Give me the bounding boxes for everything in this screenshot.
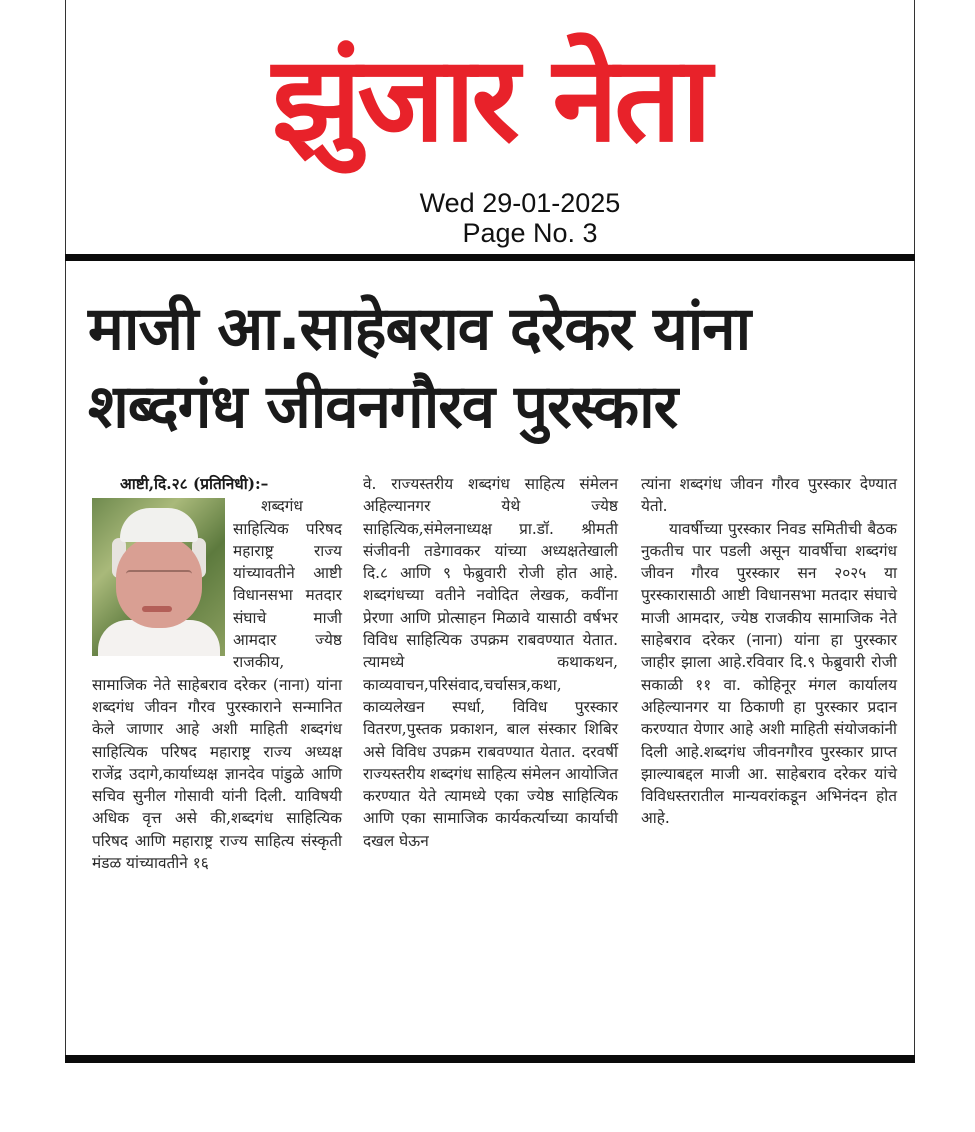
portrait-photo	[92, 498, 225, 656]
issue-date: Wed 29-01-2025	[419, 188, 621, 218]
newspaper-logo: झुंजार नेता	[272, 30, 708, 168]
headline-line-1: माजी आ.साहेबराव दरेकर यांना	[88, 294, 751, 364]
column-1-paragraph: शब्दगंध साहित्यिक परिषद महाराष्ट्र राज्य यांच्यावतीने आष्टी विधानसभा मतदार संघाचे माजी आमदार ज्येष्ठ राजकीय, सामाजिक नेते साहेबराव दरेकर (नाना) यांना शब्दगंध जीवन गौरव पुरस्काराने सन्मानित केले जाणार आहे अशी माहिती शब्दगंध साहित्यिक परिषद महाराष्ट्र राज्य अध्यक्ष राजेंद्र उदागे,कार्याध्यक्ष ज्ञानदेव पांडुळे आणि सचिव सुनील गोसावी यांनी दिली. याविषयी अधिक वृत्त असे की,शब्दगंध साहित्यिक परिषद आणि महाराष्ट्र राज्य साहित्य संस्कृती मंडळ यांच्यावतीने १६	[92, 497, 342, 873]
masthead-divider	[65, 254, 915, 261]
dateline: आष्टी,दि.२८ (प्रतिनिधी):–	[120, 475, 269, 493]
column-3-paragraph-2: यावर्षीच्या पुरस्कार निवड समितीची बैठक नुकतीच पार पडली असून यावर्षीचा शब्दगंध जीवन गौरव पुरस्कार सन २०२५ या पुरस्कारासाठी आष्टी विधानसभा मतदार संघाचे माजी आमदार, ज्येष्ठ राजकीय सामाजिक नेते साहेबराव दरेकर (नाना) यांना हा पुरस्कार जाहीर झाला आहे.रविवार दि.९ फेब्रुवारी रोजी सकाळी ११ वा. कोहिनूर मंगल कार्यालय अहिल्यानगर या ठिकाणी हा पुरस्कार प्रदान करण्यात येणार आहे अशी माहिती संयोजकांनी दिली आहे.शब्दगंध जीवनगौरव पुरस्कार प्राप्त झाल्याबद्दल माजी आ. साहेबराव दरेकर यांचे विविधस्तरातील मान्यवरांकडून अभिनंदन होत आहे.	[641, 519, 897, 828]
masthead	[65, 0, 915, 255]
column-3-paragraph-1: त्यांना शब्दगंध जीवन गौरव पुरस्कार देण्यात येतो.	[641, 475, 897, 516]
photo-mouth	[142, 606, 172, 612]
photo-cap	[120, 508, 198, 542]
article-column-1	[92, 473, 342, 874]
page-number: Page No. 3	[462, 218, 598, 248]
headline-line-2: शब्दगंध जीवनगौरव पुरस्कार	[88, 372, 678, 442]
photo-glasses	[126, 570, 192, 586]
article-headline	[88, 290, 908, 446]
column-2-paragraph: वे. राज्यस्तरीय शब्दगंध साहित्य संमेलन अहिल्यानगर येथे ज्येष्ठ साहित्यिक,संमेलनाध्यक्ष प्रा.डॉ. श्रीमती संजीवनी तडेगावकर यांच्या अध्यक्षतेखाली दि.८ आणि ९ फेब्रुवारी रोजी होत आहे. शब्दगंधच्या वतीने नवोदित लेखक, कवींना प्रेरणा आणि प्रोत्साहन मिळावे यासाठी वर्षभर विविध साहित्यिक उपक्रम राबवण्यात येतात. त्यामध्ये कथाकथन, काव्यवाचन,परिसंवाद,चर्चासत्र,कथा, काव्यलेखन स्पर्धा, विविध पुरस्कार वितरण,पुस्तक प्रकाशन, बाल संस्कार शिबिर असे विविध उपक्रम राबवण्यात येतात. दरवर्षी राज्यस्तरीय शब्दगंध साहित्य संमेलन आयोजित करण्यात येते त्यामध्ये एका ज्येष्ठ साहित्यिक आणि एका सामाजिक कार्यकर्त्याच्या कार्याची दखल घेऊन	[363, 475, 618, 850]
article-column-3	[641, 473, 897, 830]
article-column-2	[363, 473, 618, 852]
bottom-rule	[65, 1055, 915, 1063]
